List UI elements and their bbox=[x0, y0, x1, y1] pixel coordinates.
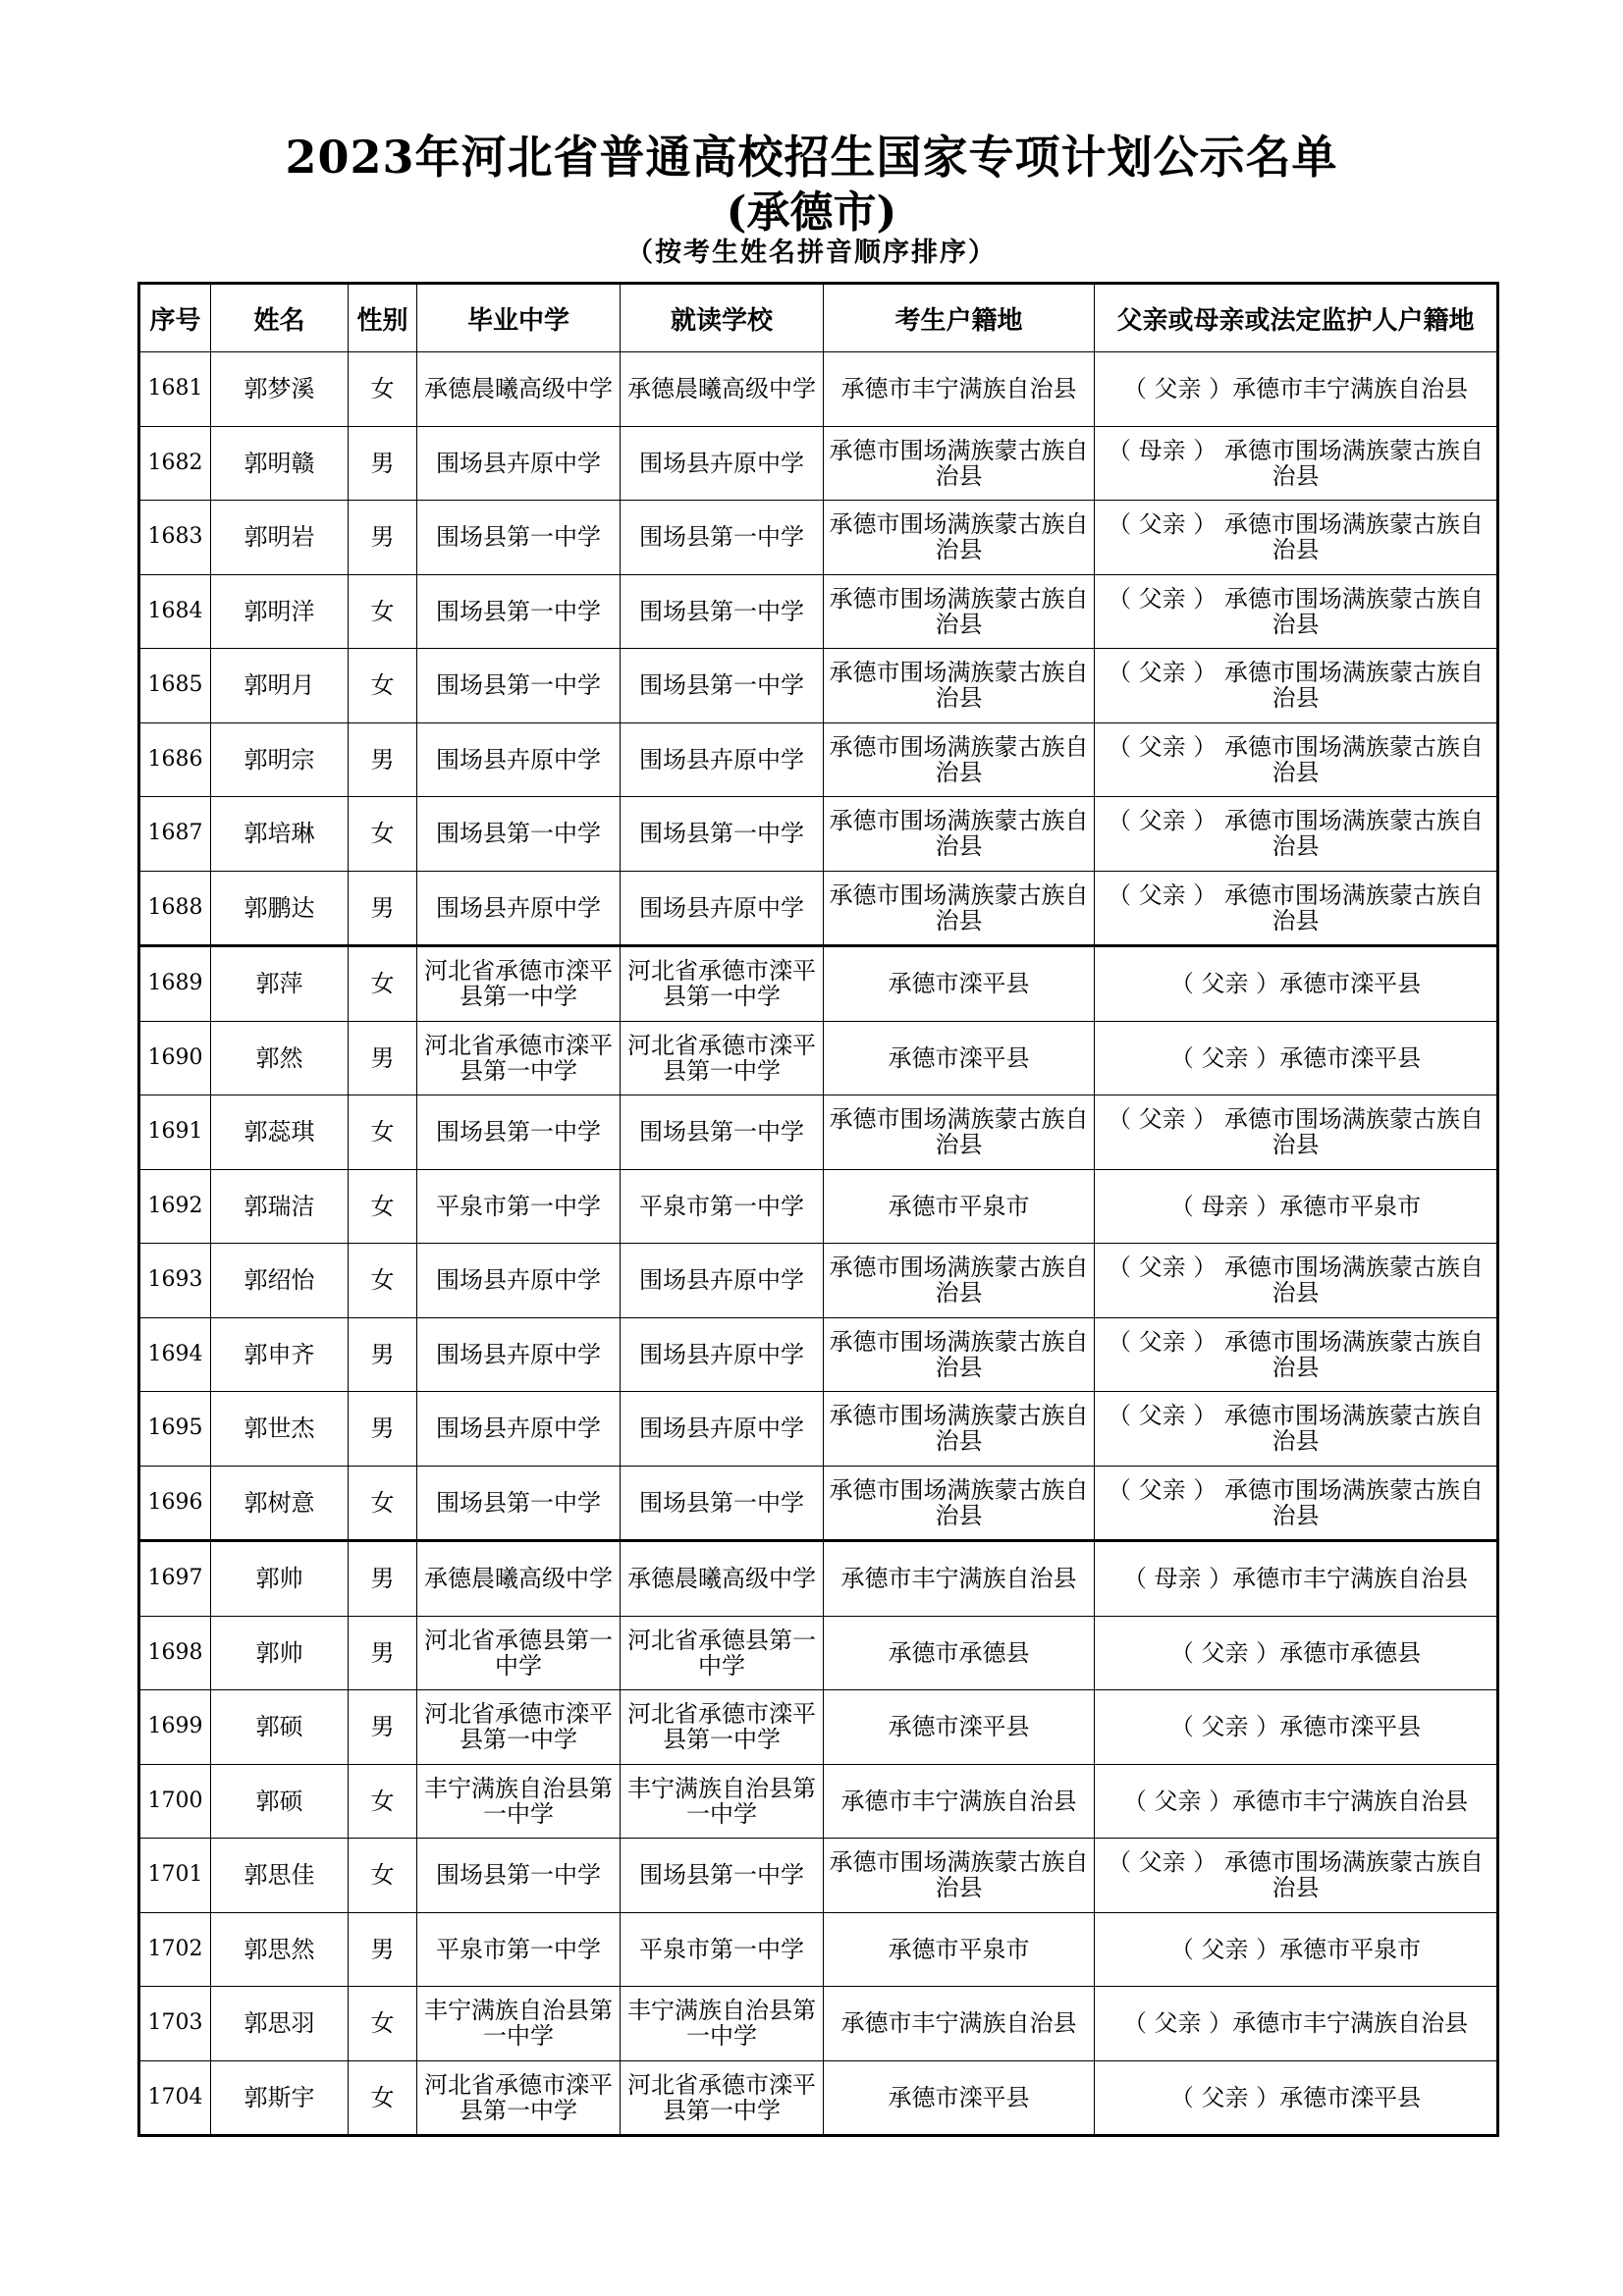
cell-student-hukou: 承德市围场满族蒙古族自治县 bbox=[824, 797, 1095, 872]
cell-guardian-hukou: （ 父亲 ） 承德市围场满族蒙古族自治县 bbox=[1095, 501, 1498, 575]
cell-graduated-school: 围场县卉原中学 bbox=[417, 426, 621, 501]
cell-name: 郭思佳 bbox=[211, 1839, 349, 1913]
cell-name: 郭世杰 bbox=[211, 1392, 349, 1467]
cell-serial: 1686 bbox=[139, 722, 211, 797]
cell-graduated-school: 围场县第一中学 bbox=[417, 1095, 621, 1170]
cell-student-hukou: 承德市平泉市 bbox=[824, 1169, 1095, 1244]
cell-serial: 1694 bbox=[139, 1317, 211, 1392]
cell-graduated-school: 平泉市第一中学 bbox=[417, 1169, 621, 1244]
cell-student-hukou: 承德市丰宁满族自治县 bbox=[824, 1764, 1095, 1839]
cell-gender: 女 bbox=[349, 649, 417, 723]
table-header-row bbox=[139, 284, 1498, 352]
cell-name: 郭然 bbox=[211, 1021, 349, 1095]
cell-serial: 1699 bbox=[139, 1690, 211, 1765]
cell-graduated-school: 河北省承德县第一中学 bbox=[417, 1616, 621, 1690]
cell-student-hukou: 承德市围场满族蒙古族自治县 bbox=[824, 1392, 1095, 1467]
cell-name: 郭帅 bbox=[211, 1541, 349, 1617]
cell-current-school: 丰宁满族自治县第一中学 bbox=[621, 1764, 824, 1839]
table-row bbox=[139, 1839, 1498, 1913]
cell-graduated-school: 平泉市第一中学 bbox=[417, 1912, 621, 1987]
cell-graduated-school: 围场县第一中学 bbox=[417, 574, 621, 649]
cell-graduated-school: 围场县卉原中学 bbox=[417, 1317, 621, 1392]
cell-gender: 女 bbox=[349, 1987, 417, 2061]
cell-student-hukou: 承德市滦平县 bbox=[824, 1021, 1095, 1095]
cell-student-hukou: 承德市围场满族蒙古族自治县 bbox=[824, 1317, 1095, 1392]
cell-current-school: 平泉市第一中学 bbox=[621, 1912, 824, 1987]
cell-serial: 1703 bbox=[139, 1987, 211, 2061]
cell-current-school: 围场县第一中学 bbox=[621, 574, 824, 649]
cell-guardian-hukou: （ 父亲 ）承德市丰宁满族自治县 bbox=[1095, 1987, 1498, 2061]
cell-serial: 1681 bbox=[139, 352, 211, 427]
cell-gender: 男 bbox=[349, 1690, 417, 1765]
cell-guardian-hukou: （ 母亲 ）承德市平泉市 bbox=[1095, 1169, 1498, 1244]
sort-note: （按考生姓名拼音顺序排序） bbox=[626, 238, 997, 268]
cell-name: 郭明赣 bbox=[211, 426, 349, 501]
col-header-gender: 性别 bbox=[349, 284, 417, 352]
cell-name: 郭蕊琪 bbox=[211, 1095, 349, 1170]
cell-gender: 男 bbox=[349, 1616, 417, 1690]
cell-current-school: 河北省承德市滦平县第一中学 bbox=[621, 946, 824, 1022]
table-row bbox=[139, 871, 1498, 946]
cell-name: 郭瑞洁 bbox=[211, 1169, 349, 1244]
roster-table bbox=[137, 282, 1499, 2137]
cell-graduated-school: 承德晨曦高级中学 bbox=[417, 1541, 621, 1617]
cell-guardian-hukou: （ 父亲 ）承德市滦平县 bbox=[1095, 2060, 1498, 2136]
table-row bbox=[139, 722, 1498, 797]
col-header-current-school: 就读学校 bbox=[621, 284, 824, 352]
table-row bbox=[139, 1616, 1498, 1690]
cell-serial: 1702 bbox=[139, 1912, 211, 1987]
cell-current-school: 围场县第一中学 bbox=[621, 649, 824, 723]
cell-gender: 女 bbox=[349, 946, 417, 1022]
cell-name: 郭明岩 bbox=[211, 501, 349, 575]
table-row bbox=[139, 1021, 1498, 1095]
cell-serial: 1696 bbox=[139, 1466, 211, 1541]
cell-serial: 1689 bbox=[139, 946, 211, 1022]
table-row bbox=[139, 1764, 1498, 1839]
cell-graduated-school: 围场县卉原中学 bbox=[417, 1244, 621, 1318]
cell-current-school: 围场县第一中学 bbox=[621, 797, 824, 872]
cell-name: 郭硕 bbox=[211, 1690, 349, 1765]
cell-serial: 1698 bbox=[139, 1616, 211, 1690]
table-row bbox=[139, 1095, 1498, 1170]
table-row bbox=[139, 2060, 1498, 2136]
cell-gender: 女 bbox=[349, 1764, 417, 1839]
cell-gender: 男 bbox=[349, 871, 417, 946]
cell-guardian-hukou: （ 父亲 ）承德市滦平县 bbox=[1095, 1021, 1498, 1095]
cell-name: 郭明月 bbox=[211, 649, 349, 723]
cell-guardian-hukou: （ 父亲 ） 承德市围场满族蒙古族自治县 bbox=[1095, 797, 1498, 872]
cell-gender: 男 bbox=[349, 1912, 417, 1987]
cell-student-hukou: 承德市滦平县 bbox=[824, 946, 1095, 1022]
cell-graduated-school: 围场县第一中学 bbox=[417, 797, 621, 872]
cell-guardian-hukou: （ 父亲 ）承德市滦平县 bbox=[1095, 946, 1498, 1022]
cell-student-hukou: 承德市承德县 bbox=[824, 1616, 1095, 1690]
cell-current-school: 河北省承德市滦平县第一中学 bbox=[621, 1690, 824, 1765]
cell-student-hukou: 承德市围场满族蒙古族自治县 bbox=[824, 1466, 1095, 1541]
cell-current-school: 围场县卉原中学 bbox=[621, 722, 824, 797]
cell-serial: 1685 bbox=[139, 649, 211, 723]
cell-graduated-school: 河北省承德市滦平县第一中学 bbox=[417, 1690, 621, 1765]
cell-student-hukou: 承德市滦平县 bbox=[824, 2060, 1095, 2136]
cell-student-hukou: 承德市围场满族蒙古族自治县 bbox=[824, 722, 1095, 797]
cell-name: 郭培琳 bbox=[211, 797, 349, 872]
cell-current-school: 围场县第一中学 bbox=[621, 1466, 824, 1541]
cell-guardian-hukou: （ 父亲 ） 承德市围场满族蒙古族自治县 bbox=[1095, 574, 1498, 649]
cell-guardian-hukou: （ 父亲 ） 承德市围场满族蒙古族自治县 bbox=[1095, 649, 1498, 723]
cell-student-hukou: 承德市滦平县 bbox=[824, 1690, 1095, 1765]
cell-student-hukou: 承德市围场满族蒙古族自治县 bbox=[824, 649, 1095, 723]
table-row bbox=[139, 1169, 1498, 1244]
cell-student-hukou: 承德市围场满族蒙古族自治县 bbox=[824, 501, 1095, 575]
cell-serial: 1683 bbox=[139, 501, 211, 575]
cell-gender: 男 bbox=[349, 1392, 417, 1467]
cell-serial: 1695 bbox=[139, 1392, 211, 1467]
cell-gender: 女 bbox=[349, 1095, 417, 1170]
cell-guardian-hukou: （ 父亲 ） 承德市围场满族蒙古族自治县 bbox=[1095, 1839, 1498, 1913]
cell-name: 郭明宗 bbox=[211, 722, 349, 797]
cell-student-hukou: 承德市围场满族蒙古族自治县 bbox=[824, 426, 1095, 501]
cell-gender: 女 bbox=[349, 352, 417, 427]
cell-guardian-hukou: （ 父亲 ）承德市承德县 bbox=[1095, 1616, 1498, 1690]
cell-current-school: 承德晨曦高级中学 bbox=[621, 1541, 824, 1617]
cell-gender: 女 bbox=[349, 1466, 417, 1541]
cell-graduated-school: 围场县卉原中学 bbox=[417, 722, 621, 797]
cell-gender: 女 bbox=[349, 574, 417, 649]
cell-graduated-school: 河北省承德市滦平县第一中学 bbox=[417, 1021, 621, 1095]
cell-name: 郭绍怡 bbox=[211, 1244, 349, 1318]
page-title: 2023年河北省普通高校招生国家专项计划公示名单 bbox=[285, 131, 1338, 184]
cell-guardian-hukou: （ 父亲 ） 承德市围场满族蒙古族自治县 bbox=[1095, 1095, 1498, 1170]
table-row bbox=[139, 946, 1498, 1022]
cell-current-school: 围场县第一中学 bbox=[621, 501, 824, 575]
table-row bbox=[139, 1987, 1498, 2061]
cell-name: 郭明洋 bbox=[211, 574, 349, 649]
cell-current-school: 河北省承德市滦平县第一中学 bbox=[621, 2060, 824, 2136]
cell-student-hukou: 承德市平泉市 bbox=[824, 1912, 1095, 1987]
col-header-serial: 序号 bbox=[139, 284, 211, 352]
cell-current-school: 围场县卉原中学 bbox=[621, 871, 824, 946]
cell-serial: 1688 bbox=[139, 871, 211, 946]
cell-graduated-school: 围场县卉原中学 bbox=[417, 871, 621, 946]
cell-name: 郭思羽 bbox=[211, 1987, 349, 2061]
cell-name: 郭申齐 bbox=[211, 1317, 349, 1392]
cell-graduated-school: 围场县第一中学 bbox=[417, 1839, 621, 1913]
cell-gender: 男 bbox=[349, 1541, 417, 1617]
page-subtitle: (承德市) bbox=[726, 187, 897, 238]
col-header-guardian-hukou: 父亲或母亲或法定监护人户籍地 bbox=[1095, 284, 1498, 352]
cell-serial: 1701 bbox=[139, 1839, 211, 1913]
cell-student-hukou: 承德市围场满族蒙古族自治县 bbox=[824, 1095, 1095, 1170]
cell-gender: 男 bbox=[349, 1021, 417, 1095]
cell-serial: 1684 bbox=[139, 574, 211, 649]
cell-student-hukou: 承德市丰宁满族自治县 bbox=[824, 1541, 1095, 1617]
col-header-student-hukou: 考生户籍地 bbox=[824, 284, 1095, 352]
cell-gender: 女 bbox=[349, 1244, 417, 1318]
cell-graduated-school: 承德晨曦高级中学 bbox=[417, 352, 621, 427]
cell-student-hukou: 承德市围场满族蒙古族自治县 bbox=[824, 871, 1095, 946]
cell-gender: 女 bbox=[349, 1839, 417, 1913]
cell-gender: 男 bbox=[349, 722, 417, 797]
table-row bbox=[139, 1244, 1498, 1318]
table-row bbox=[139, 1690, 1498, 1765]
cell-name: 郭斯宇 bbox=[211, 2060, 349, 2136]
table-row bbox=[139, 352, 1498, 427]
cell-guardian-hukou: （ 母亲 ） 承德市围场满族蒙古族自治县 bbox=[1095, 426, 1498, 501]
cell-name: 郭硕 bbox=[211, 1764, 349, 1839]
cell-gender: 女 bbox=[349, 1169, 417, 1244]
cell-serial: 1690 bbox=[139, 1021, 211, 1095]
table-row bbox=[139, 501, 1498, 575]
cell-name: 郭思然 bbox=[211, 1912, 349, 1987]
cell-current-school: 河北省承德县第一中学 bbox=[621, 1616, 824, 1690]
cell-current-school: 围场县卉原中学 bbox=[621, 426, 824, 501]
cell-current-school: 丰宁满族自治县第一中学 bbox=[621, 1987, 824, 2061]
cell-current-school: 围场县第一中学 bbox=[621, 1839, 824, 1913]
cell-gender: 女 bbox=[349, 797, 417, 872]
cell-graduated-school: 围场县第一中学 bbox=[417, 649, 621, 723]
cell-guardian-hukou: （ 父亲 ） 承德市围场满族蒙古族自治县 bbox=[1095, 722, 1498, 797]
table-row bbox=[139, 649, 1498, 723]
cell-current-school: 围场县卉原中学 bbox=[621, 1244, 824, 1318]
cell-student-hukou: 承德市丰宁满族自治县 bbox=[824, 1987, 1095, 2061]
cell-guardian-hukou: （ 父亲 ）承德市丰宁满族自治县 bbox=[1095, 352, 1498, 427]
cell-student-hukou: 承德市丰宁满族自治县 bbox=[824, 352, 1095, 427]
cell-gender: 男 bbox=[349, 426, 417, 501]
cell-serial: 1704 bbox=[139, 2060, 211, 2136]
cell-guardian-hukou: （ 父亲 ） 承德市围场满族蒙古族自治县 bbox=[1095, 1244, 1498, 1318]
col-header-name: 姓名 bbox=[211, 284, 349, 352]
cell-graduated-school: 丰宁满族自治县第一中学 bbox=[417, 1987, 621, 2061]
cell-graduated-school: 围场县卉原中学 bbox=[417, 1392, 621, 1467]
col-header-graduated-school: 毕业中学 bbox=[417, 284, 621, 352]
cell-name: 郭树意 bbox=[211, 1466, 349, 1541]
cell-graduated-school: 河北省承德市滦平县第一中学 bbox=[417, 2060, 621, 2136]
cell-current-school: 围场县卉原中学 bbox=[621, 1317, 824, 1392]
cell-graduated-school: 丰宁满族自治县第一中学 bbox=[417, 1764, 621, 1839]
cell-guardian-hukou: （ 父亲 ） 承德市围场满族蒙古族自治县 bbox=[1095, 1392, 1498, 1467]
table-row bbox=[139, 1317, 1498, 1392]
cell-guardian-hukou: （ 母亲 ）承德市丰宁满族自治县 bbox=[1095, 1541, 1498, 1617]
cell-guardian-hukou: （ 父亲 ） 承德市围场满族蒙古族自治县 bbox=[1095, 871, 1498, 946]
table-row bbox=[139, 1392, 1498, 1467]
cell-serial: 1692 bbox=[139, 1169, 211, 1244]
cell-gender: 男 bbox=[349, 1317, 417, 1392]
cell-current-school: 围场县第一中学 bbox=[621, 1095, 824, 1170]
cell-graduated-school: 围场县第一中学 bbox=[417, 501, 621, 575]
cell-guardian-hukou: （ 父亲 ）承德市丰宁满族自治县 bbox=[1095, 1764, 1498, 1839]
cell-name: 郭梦溪 bbox=[211, 352, 349, 427]
cell-gender: 女 bbox=[349, 2060, 417, 2136]
cell-serial: 1700 bbox=[139, 1764, 211, 1839]
table-row bbox=[139, 797, 1498, 872]
cell-name: 郭萍 bbox=[211, 946, 349, 1022]
cell-name: 郭鹏达 bbox=[211, 871, 349, 946]
cell-current-school: 承德晨曦高级中学 bbox=[621, 352, 824, 427]
cell-current-school: 河北省承德市滦平县第一中学 bbox=[621, 1021, 824, 1095]
table-row bbox=[139, 1912, 1498, 1987]
cell-student-hukou: 承德市围场满族蒙古族自治县 bbox=[824, 1839, 1095, 1913]
cell-current-school: 平泉市第一中学 bbox=[621, 1169, 824, 1244]
cell-serial: 1691 bbox=[139, 1095, 211, 1170]
cell-serial: 1682 bbox=[139, 426, 211, 501]
cell-guardian-hukou: （ 父亲 ） 承德市围场满族蒙古族自治县 bbox=[1095, 1466, 1498, 1541]
table-row bbox=[139, 1466, 1498, 1541]
cell-student-hukou: 承德市围场满族蒙古族自治县 bbox=[824, 574, 1095, 649]
table-row bbox=[139, 574, 1498, 649]
table-row bbox=[139, 426, 1498, 501]
cell-guardian-hukou: （ 父亲 ） 承德市围场满族蒙古族自治县 bbox=[1095, 1317, 1498, 1392]
cell-guardian-hukou: （ 父亲 ）承德市滦平县 bbox=[1095, 1690, 1498, 1765]
cell-graduated-school: 围场县第一中学 bbox=[417, 1466, 621, 1541]
cell-current-school: 围场县卉原中学 bbox=[621, 1392, 824, 1467]
cell-name: 郭帅 bbox=[211, 1616, 349, 1690]
cell-serial: 1687 bbox=[139, 797, 211, 872]
cell-student-hukou: 承德市围场满族蒙古族自治县 bbox=[824, 1244, 1095, 1318]
cell-serial: 1697 bbox=[139, 1541, 211, 1617]
cell-guardian-hukou: （ 父亲 ）承德市平泉市 bbox=[1095, 1912, 1498, 1987]
cell-serial: 1693 bbox=[139, 1244, 211, 1318]
cell-graduated-school: 河北省承德市滦平县第一中学 bbox=[417, 946, 621, 1022]
cell-gender: 男 bbox=[349, 501, 417, 575]
table-row bbox=[139, 1541, 1498, 1617]
